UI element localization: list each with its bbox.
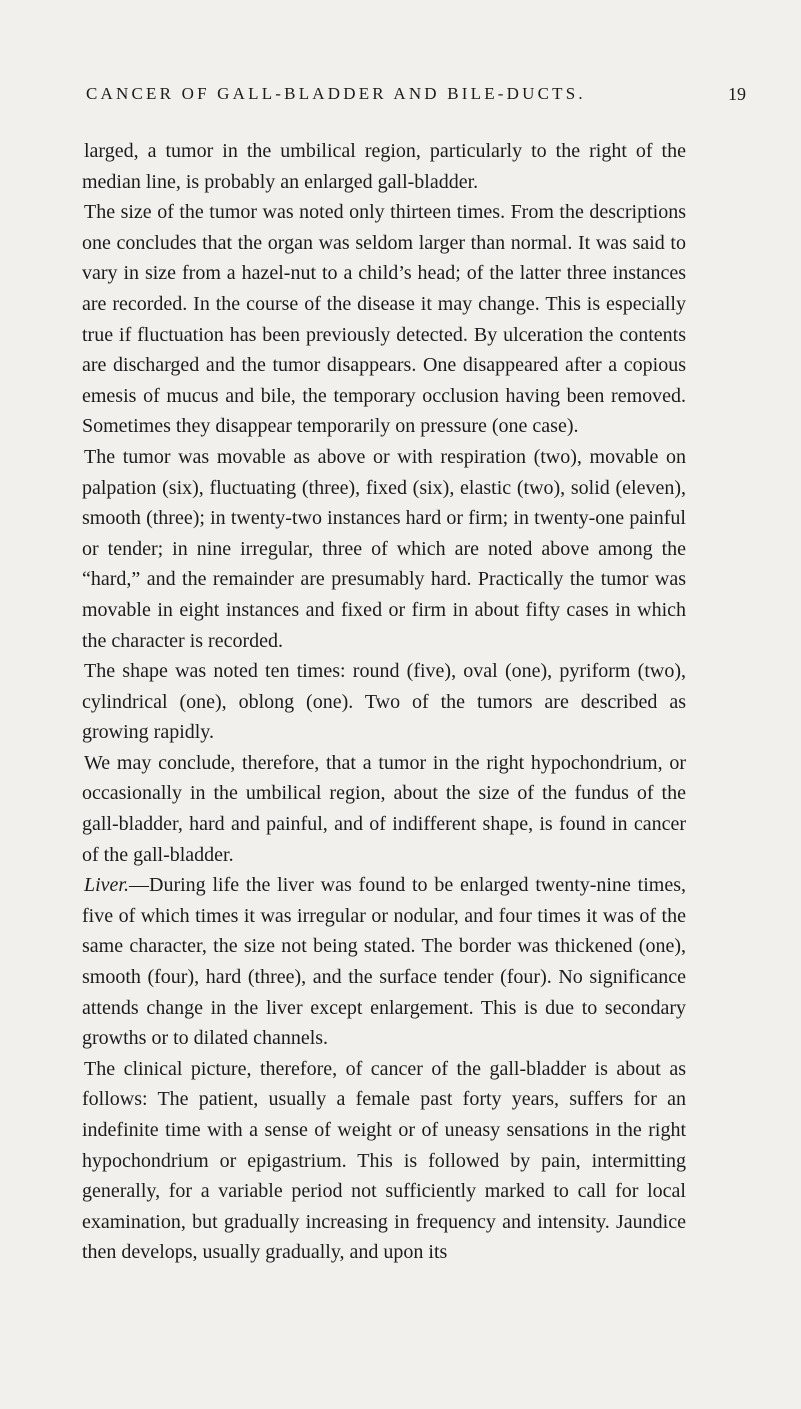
paragraph: The size of the tumor was noted only thirteen times. From the descriptions one concludes that the organ was seldom larger than normal. It was said to vary in size from a hazel-nut to a child’s head; of the latter three instances are recorded. In the course of the disease it may change. This is especially true if fluctuation has been previously detected. By ulceration the contents are discharged and the tumor disappears. One disappeared after a copious emesis of mucus and bile, the temporary occlusion having been removed. Sometimes they disappear temporarily on pressure (one case).	[82, 201, 686, 438]
paragraph: The shape was noted ten times: round (five), oval (one), pyriform (two), cylindrical (one), oblong (one). Two of the tumors are described as growing rapidly.	[82, 660, 686, 744]
paragraph: The clinical picture, therefore, of cancer of the gall-bladder is about as follows: The patient, usually a female past forty years, suffers for an indefinite time with a sense of weight or of uneasy sensations in the right hypochondrium or epigastrium. This is followed by pain, intermitting generally, for a variable period not sufficiently marked to call for local examination, but gradually increasing in frequency and intensity. Jaundice then develops, usually gradually, and upon its	[82, 1057, 686, 1264]
running-title: CANCER OF GALL-BLADDER AND BILE-DUCTS.	[86, 84, 586, 103]
paragraph: larged, a tumor in the umbilical region, particularly to the right of the median line, is probably an enlarged gall-bladder.	[82, 140, 686, 193]
page-header	[86, 84, 746, 110]
liver-paragraph	[82, 870, 686, 1054]
liver-heading: Liver.	[84, 874, 129, 897]
paragraph: The tumor was movable as above or with respiration (two), movable on palpation (six), fluctuating (three), fixed (six), elastic (two), solid (eleven), smooth (three); in twenty-two instances hard or firm; in twenty-one painful or tender; in nine irregular, three of which are noted above among the “hard,” and the remainder are presumably hard. Practically the tumor was movable in eight instances and fixed or firm in about fifty cases in which the character is recorded.	[82, 445, 686, 652]
page-number: 19	[728, 84, 746, 104]
paragraph: We may conclude, therefore, that a tumor in the right hypochondrium, or occasionally in the umbilical region, about the size of the fundus of the gall-bladder, hard and painful, and of indifferent shape, is found in cancer of the gall-bladder.	[82, 751, 686, 866]
liver-text: —During life the liver was found to be enlarged twenty-nine times, five of which times it was irregular or nodular, and four times it was of the same character, the size not being stated. The border was thickened (one), smooth (four), hard (three), and the surface tender (four). No significance attends change in the liver except enlargement. This is due to secondary growths or to dilated channels.	[82, 874, 686, 1050]
body-text	[82, 136, 686, 1268]
